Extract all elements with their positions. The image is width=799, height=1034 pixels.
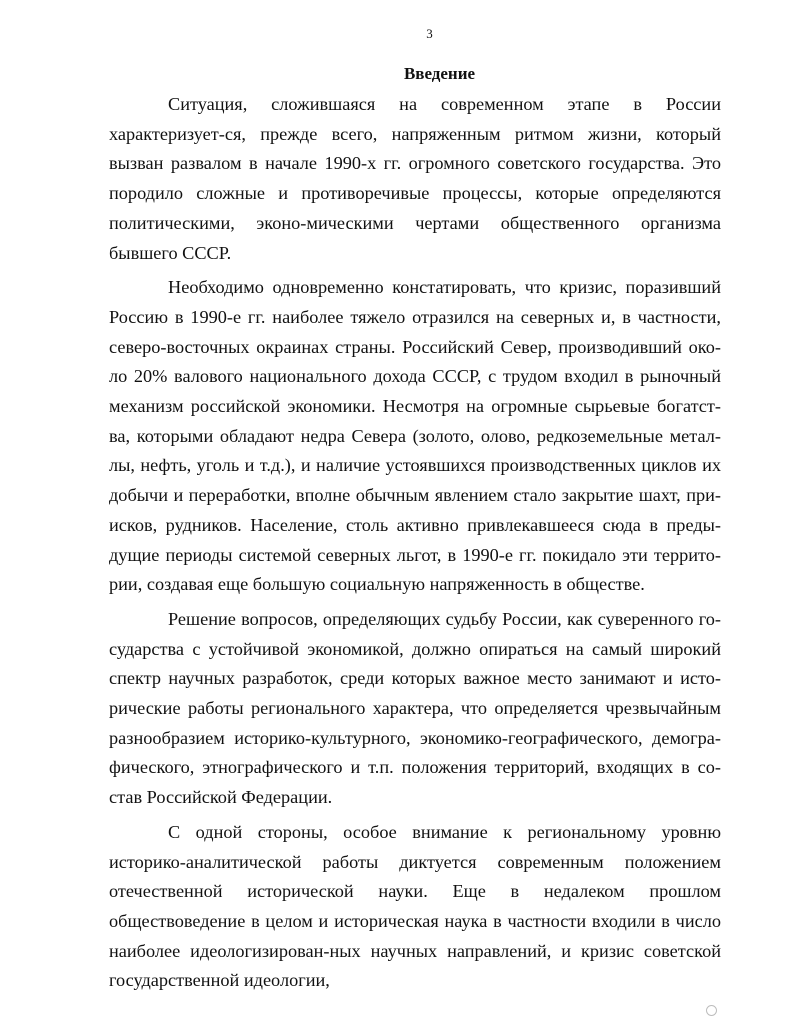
page-title: Введение <box>403 64 476 83</box>
paragraph-2: Необходимо одновременно констатировать, что кризис, поразивший Россию в 1990-е гг. наиболее тяжело отразился на северных и, в частности, северо-восточных окраинах страны. Российский Север, производивший око-ло 20% валового национального дохода СССР, с трудом входил в рыночный механизм российской экономики. Несмотря на огромные сырьевые богатст-ва, которыми обладают недра Севера (золото, олово, редкоземельные метал-лы, нефть, уголь и т.д.), и наличие устоявшихся производственных циклов их добычи и переработки, вполне обычным явлением стало закрытие шахт, при-исков, рудников. Население, столь активно привлекавшееся сюда в преды-дущие периоды системой северных льгот, в 1990-е гг. покидало эти террито-рии, создавая еще большую социальную напряженность в обществе. <box>109 277 721 595</box>
paragraph-3: Решение вопросов, определяющих судьбу России, как суверенного го-сударства с устойчивой экономикой, должно опираться на самый широкий спектр научных разработок, среди которых важное место занимают и исто-рические работы регионального характера, что определяется чрезвычайным разнообразием историко-культурного, экономико-географического, демогра-фического, этнографического и т.п. положения территорий, входящих в со-став Российской Федерации. <box>109 608 721 808</box>
page-number: 3 <box>426 26 433 41</box>
paragraph-4: С одной стороны, особое внимание к региональному уровню историко-аналитической работы диктуется современным положением отечественной исторической науки. Еще в недалеком прошлом обществоведение в целом и историческая наука в частности входили в число наиболее идеологизирован-ных научных направлений, и кризис советской государственной идеологии, <box>109 821 721 991</box>
paragraph-1: Ситуация, сложившаяся на современном этапе в России характеризует-ся, прежде всего, напряженным ритмом жизни, который вызван развалом в начале 1990-х гг. огромного советского государства. Это породило сложные и противоречивые процессы, которые определяются политическими, эконо-мическими чертами общественного организма бывшего СССР. <box>109 94 721 263</box>
scan-artifact-circle <box>706 1005 717 1016</box>
document-body <box>109 90 721 1001</box>
